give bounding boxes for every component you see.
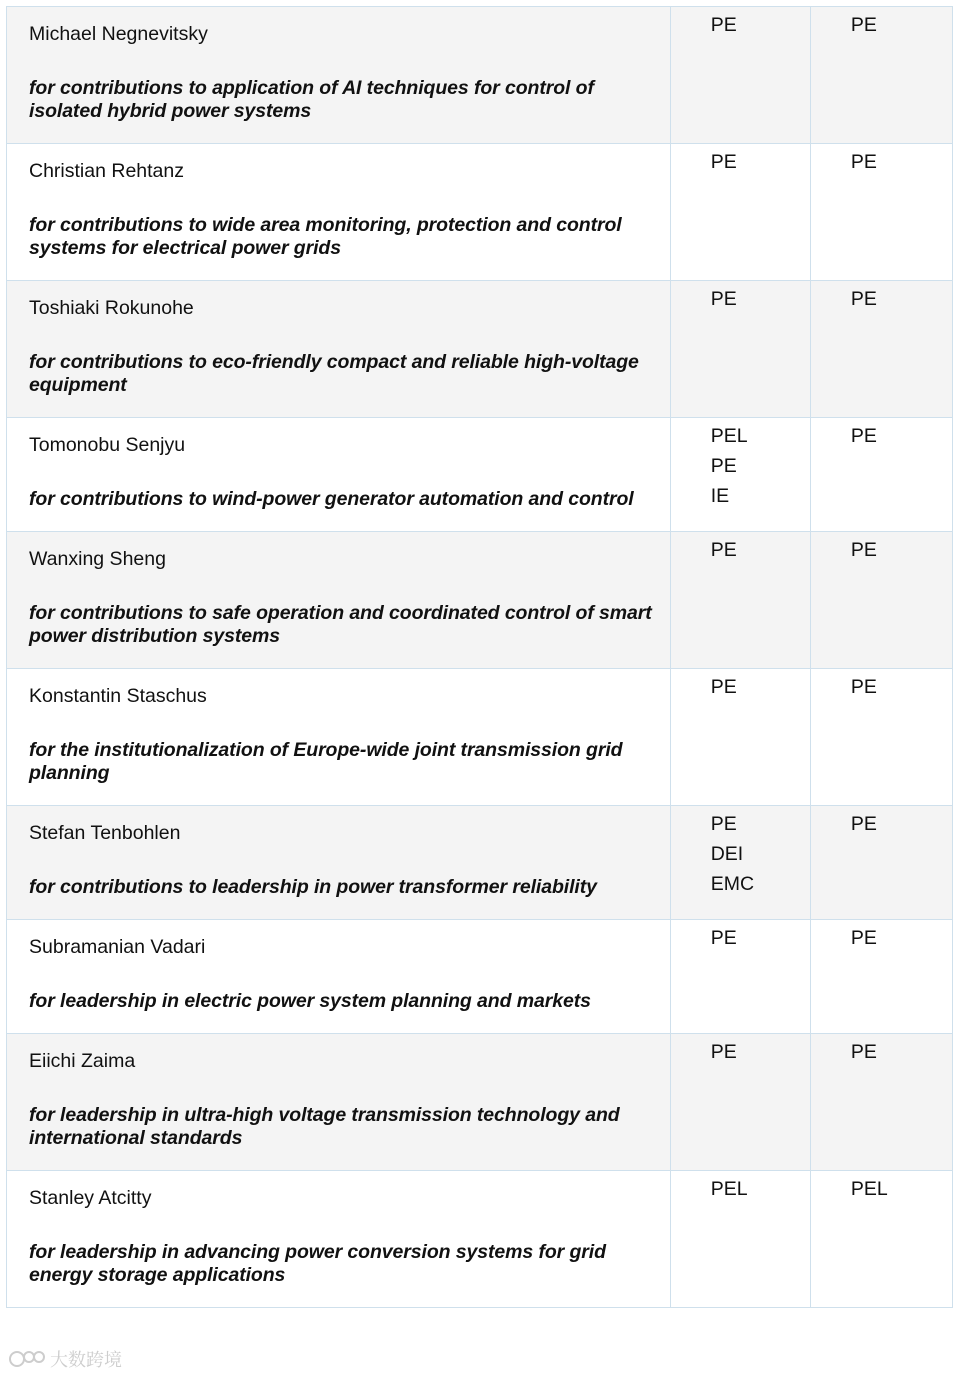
society-list: [711, 1174, 810, 1204]
society-list: [711, 421, 810, 511]
fellow-cell: [7, 418, 671, 532]
society-cell-secondary: [810, 920, 952, 1034]
society-list: [851, 1174, 952, 1204]
society-list: [851, 1037, 952, 1067]
society-code: PE: [850, 425, 877, 447]
table-row: [7, 281, 953, 418]
fellow-citation: for contributions to wind-power generator automation and control: [29, 488, 634, 510]
society-list: [711, 809, 810, 899]
society-list: [711, 147, 810, 177]
society-cell-primary: [670, 281, 810, 418]
society-list: [851, 809, 952, 839]
society-code: PE: [850, 288, 877, 310]
fellow-name: Eiichi Zaima: [29, 1050, 136, 1072]
fellow-citation: for leadership in ultra-high voltage transmission technology and international standards: [29, 1104, 620, 1149]
society-code: PE: [850, 14, 877, 36]
society-code: PEL: [710, 1178, 748, 1200]
watermark-text: 大数跨境: [50, 1350, 122, 1370]
watermark-logo-icon: [8, 1348, 46, 1370]
table-row: [7, 920, 953, 1034]
fellow-name: Tomonobu Senjyu: [29, 434, 186, 456]
society-code: PE: [710, 151, 737, 173]
fellow-citation: for leadership in electric power system planning and markets: [29, 990, 591, 1012]
fellow-cell: [7, 532, 671, 669]
fellow-citation: for contributions to wide area monitoring, protection and control systems for electrical power grids: [29, 214, 622, 259]
fellow-citation: for contributions to eco-friendly compact and reliable high-voltage equipment: [29, 351, 639, 396]
society-cell-secondary: [810, 806, 952, 920]
fellow-name: Subramanian Vadari: [29, 936, 206, 958]
fellow-cell: [7, 281, 671, 418]
society-code: PE: [850, 151, 877, 173]
society-cell-secondary: [810, 418, 952, 532]
fellow-cell: [7, 920, 671, 1034]
fellow-name: Stanley Atcitty: [29, 1187, 152, 1209]
fellow-cell: [7, 806, 671, 920]
society-list: [711, 535, 810, 565]
society-code: PE: [850, 539, 877, 561]
society-code: PE: [850, 676, 877, 698]
fellow-cell: [7, 144, 671, 281]
fellow-cell: [7, 669, 671, 806]
society-list: [851, 672, 952, 702]
fellow-cell: [7, 1171, 671, 1308]
society-cell-secondary: [810, 281, 952, 418]
society-cell-secondary: [810, 7, 952, 144]
table-row: [7, 418, 953, 532]
society-cell-primary: [670, 920, 810, 1034]
table-row: [7, 144, 953, 281]
society-code: PE: [850, 813, 877, 835]
society-cell-primary: [670, 669, 810, 806]
society-list: [851, 923, 952, 953]
society-code: IE: [710, 485, 730, 507]
society-list: [711, 923, 810, 953]
society-list: [711, 284, 810, 314]
society-code: PE: [850, 927, 877, 949]
table-row: [7, 1034, 953, 1171]
society-code: PE: [850, 1041, 877, 1063]
society-list: [711, 10, 810, 40]
society-code: PE: [710, 14, 737, 36]
society-list: [711, 1037, 810, 1067]
table-row: [7, 806, 953, 920]
fellow-citation: for contributions to safe operation and coordinated control of smart power distribution systems: [29, 602, 652, 647]
society-cell-primary: [670, 7, 810, 144]
society-cell-secondary: [810, 1171, 952, 1308]
society-cell-secondary: [810, 669, 952, 806]
society-cell-primary: [670, 532, 810, 669]
society-code: DEI: [710, 843, 744, 865]
fellows-table-body: [7, 7, 953, 1308]
watermark: [8, 1346, 122, 1372]
fellow-name: Wanxing Sheng: [29, 548, 166, 570]
fellow-cell: [7, 1034, 671, 1171]
society-cell-secondary: [810, 1034, 952, 1171]
table-row: [7, 532, 953, 669]
society-code: PEL: [710, 425, 748, 447]
society-cell-primary: [670, 418, 810, 532]
society-code: PE: [710, 539, 737, 561]
society-cell-secondary: [810, 532, 952, 669]
fellow-name: Toshiaki Rokunohe: [29, 297, 194, 319]
society-code: PEL: [850, 1178, 888, 1200]
fellow-name: Christian Rehtanz: [29, 160, 184, 182]
society-cell-primary: [670, 806, 810, 920]
fellow-citation: for leadership in advancing power conversion systems for grid energy storage applications: [29, 1241, 606, 1286]
society-list: [851, 284, 952, 314]
society-code: EMC: [710, 873, 755, 895]
fellow-citation: for contributions to leadership in power transformer reliability: [29, 876, 597, 898]
table-row: [7, 7, 953, 144]
society-list: [851, 421, 952, 451]
society-list: [851, 535, 952, 565]
fellow-name: Michael Negnevitsky: [29, 23, 208, 45]
fellow-cell: [7, 7, 671, 144]
fellow-name: Konstantin Staschus: [29, 685, 207, 707]
society-list: [851, 147, 952, 177]
society-code: PE: [710, 676, 737, 698]
table-row: [7, 1171, 953, 1308]
society-code: PE: [710, 813, 737, 835]
society-code: PE: [710, 455, 737, 477]
society-cell-primary: [670, 1171, 810, 1308]
society-code: PE: [710, 288, 737, 310]
society-cell-primary: [670, 144, 810, 281]
society-code: PE: [710, 927, 737, 949]
society-list: [851, 10, 952, 40]
fellow-citation: for contributions to application of AI techniques for control of isolated hybrid power systems: [29, 77, 594, 122]
fellow-citation: for the institutionalization of Europe-wide joint transmission grid planning: [29, 739, 623, 784]
society-cell-primary: [670, 1034, 810, 1171]
fellows-table: [6, 6, 953, 1308]
table-row: [7, 669, 953, 806]
fellow-name: Stefan Tenbohlen: [29, 822, 181, 844]
society-list: [711, 672, 810, 702]
society-cell-secondary: [810, 144, 952, 281]
society-code: PE: [710, 1041, 737, 1063]
